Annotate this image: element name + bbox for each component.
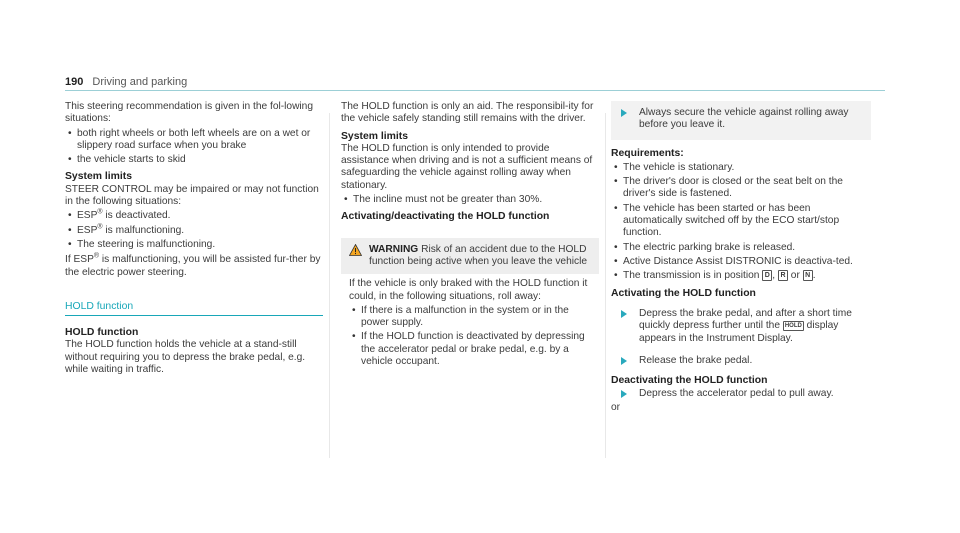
system-limits-text: The HOLD function is only intended to provide assistance when driving and is not a sufficient means of safeguarding the vehicle against rolling away when stationary. xyxy=(341,142,593,191)
column-divider xyxy=(605,113,606,458)
warning-header xyxy=(341,238,599,275)
gear-d-icon: D xyxy=(762,270,772,281)
list-item: • The vehicle is stationary. xyxy=(611,162,871,174)
list-item: • The vehicle has been started or has been automatically switched off by the ECO start/stop function. xyxy=(611,203,871,240)
list-item xyxy=(611,270,871,282)
play-arrow-icon xyxy=(621,310,627,318)
warning-body-text: If the vehicle is only braked with the HOLD function it could, in the following situations, roll away: xyxy=(349,278,588,302)
warning-triangle-icon xyxy=(349,244,362,256)
system-limits-text: STEER CONTROL may be impaired or may not function in the following situations: xyxy=(65,183,319,208)
limits-list xyxy=(65,210,323,251)
registered-mark: ® xyxy=(97,208,103,216)
header-divider xyxy=(65,90,885,91)
separator: . xyxy=(812,270,816,282)
list-item: • The steering is malfunctioning. xyxy=(65,239,323,251)
note-text: is malfunctioning, you will be assisted fur-ther by the electric power steering. xyxy=(65,254,321,278)
chapter-title: Driving and parking xyxy=(92,76,188,88)
esp-malfunction-note xyxy=(65,254,323,279)
activating-heading: Activating/deactivating the HOLD function xyxy=(341,211,550,223)
activating-heading: Activating the HOLD function xyxy=(611,287,756,299)
column-left xyxy=(65,101,323,376)
gear-n-icon: N xyxy=(803,270,813,281)
warning-box xyxy=(341,238,599,377)
incline-list xyxy=(341,194,599,206)
separator: , xyxy=(772,270,778,282)
aid-text: The HOLD function is only an aid. The responsibil-ity for the vehicle safely standing still remains with the driver. xyxy=(341,101,594,125)
requirements-list xyxy=(611,162,871,283)
section-heading-block xyxy=(65,301,323,316)
list-item: • The driver's door is closed or the seat belt on the driver's side is fastened. xyxy=(611,176,871,201)
column-divider xyxy=(329,113,330,458)
page-number: 190 xyxy=(65,76,84,88)
section-underline xyxy=(65,315,323,316)
or-text: or xyxy=(611,401,621,413)
warning-label: WARNING xyxy=(369,243,419,255)
esp-label: ESP xyxy=(77,224,98,236)
list-item: • If the HOLD function is deactivated by depressing the accelerator pedal or brake pedal, e.g. by a vehicle occupant. xyxy=(349,331,591,368)
list-item: • The incline must not be greater than 30%. xyxy=(341,194,599,206)
warning-body xyxy=(341,274,599,376)
page-header xyxy=(65,76,187,88)
list-item: • If there is a malfunction in the system or in the power supply. xyxy=(349,305,591,330)
tip-text: Always secure the vehicle against rolling away before you leave it. xyxy=(639,107,849,131)
hold-description: The HOLD function holds the vehicle at a stand-still without requiring you to depress the brake pedal, e.g. while waiting in traffic. xyxy=(65,339,306,376)
step-text: display appears in the Instrument Display. xyxy=(639,320,839,344)
system-limits-heading: System limits xyxy=(341,130,408,142)
deactivate-step-1 xyxy=(611,388,871,400)
section-title: HOLD function xyxy=(65,300,134,312)
deactivating-heading: Deactivating the HOLD function xyxy=(611,375,768,387)
warning-title: Risk of an accident due to the HOLD function being active when you leave the vehicle xyxy=(369,243,588,267)
hold-indicator-icon: HOLD xyxy=(784,322,802,329)
list-item-text: The transmission is in position xyxy=(623,270,763,282)
step-text: Release the brake pedal. xyxy=(639,354,753,366)
requirements-heading: Requirements: xyxy=(611,147,684,159)
esp-label: ESP xyxy=(77,210,98,222)
step-text: Depress the brake pedal, and after a short time quickly depress further until the xyxy=(639,308,852,332)
play-arrow-icon xyxy=(621,109,627,117)
registered-mark: ® xyxy=(93,252,100,260)
list-item: • Active Distance Assist DISTRONIC is deactiva-ted. xyxy=(611,256,871,268)
registered-mark: ® xyxy=(97,223,103,231)
column-middle xyxy=(341,101,599,376)
situation-list xyxy=(65,128,323,167)
play-arrow-icon xyxy=(621,390,627,398)
separator: or xyxy=(787,270,803,282)
list-item: • The electric parking brake is released. xyxy=(611,242,871,254)
list-item: • the vehicle starts to skid xyxy=(65,154,323,166)
warning-list xyxy=(349,305,591,368)
activate-step-1 xyxy=(611,308,871,345)
note-text: If ESP xyxy=(65,254,94,266)
gear-r-icon: R xyxy=(778,270,788,281)
list-item xyxy=(65,225,323,237)
list-item xyxy=(65,210,323,222)
step-text: Depress the accelerator pedal to pull away. xyxy=(639,387,834,399)
activate-step-2 xyxy=(611,355,871,367)
system-limits-heading: System limits xyxy=(65,171,132,183)
column-right xyxy=(611,101,871,414)
play-arrow-icon xyxy=(621,357,627,365)
tip-box xyxy=(611,101,871,140)
list-item-text: is malfunctioning. xyxy=(102,224,185,236)
hold-heading: HOLD function xyxy=(65,327,139,339)
intro-text: This steering recommendation is given in the fol-lowing situations: xyxy=(65,101,314,125)
list-item-text: is deactivated. xyxy=(102,210,171,222)
list-item: • both right wheels or both left wheels are on a wet or slippery road surface when you brake xyxy=(65,128,323,153)
